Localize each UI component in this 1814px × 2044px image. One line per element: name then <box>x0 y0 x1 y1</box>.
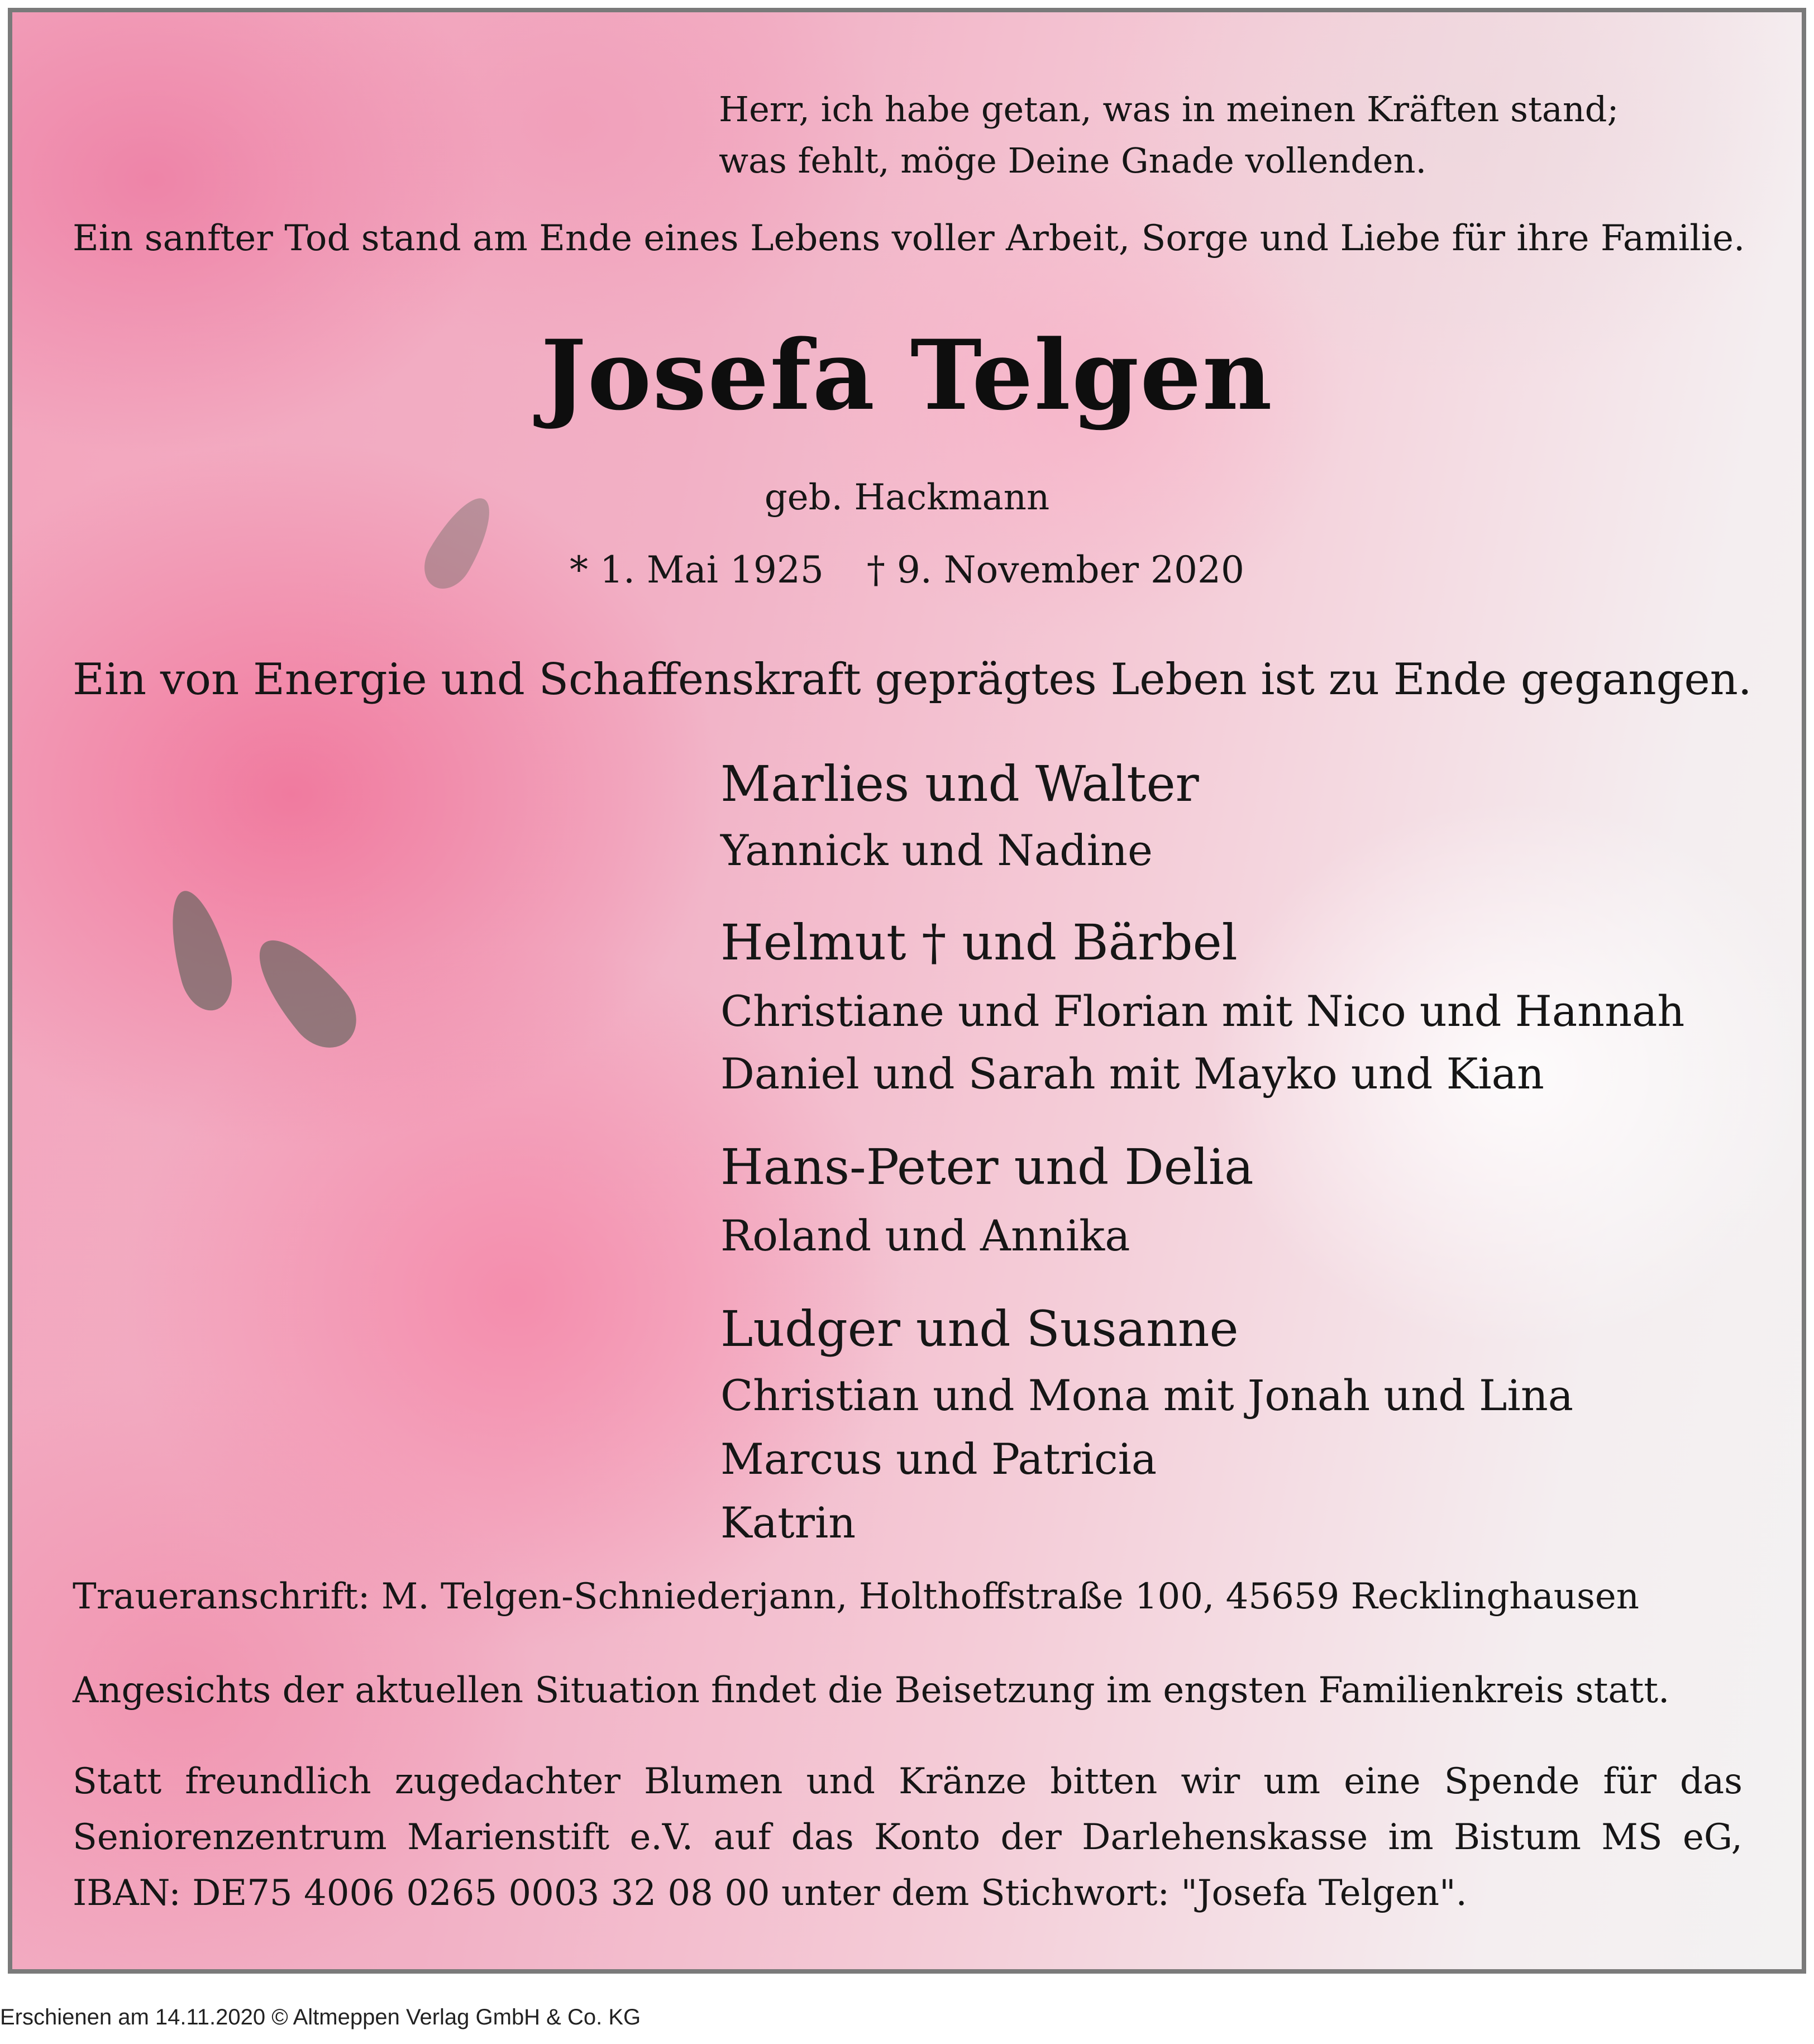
family-head: Hans-Peter und Delia <box>720 1138 1254 1196</box>
family-member: Marcus und Patricia <box>720 1434 1157 1484</box>
birth-name: geb. Hackmann <box>764 477 1050 518</box>
family-head: Marlies und Walter <box>720 755 1199 813</box>
family-member: Christian und Mona mit Jonah und Lina <box>720 1370 1574 1420</box>
tagline: Ein von Energie und Schaffenskraft geprägtes Leben ist zu Ende gegangen. <box>73 655 1752 705</box>
funeral-note: Angesichts der aktuellen Situation findet die Beisetzung im engsten Familienkreis statt. <box>73 1670 1670 1711</box>
donation-request: Statt freundlich zugedachter Blumen und Kränze bitten wir um eine Spende für das Seniorenzentrum Marienstift e.V. auf das Konto der Darlehenskasse im Bistum MS eG, IBAN: DE75 4006 0265 0003 32 08 00 unter dem Stichwort: "Josefa Telgen". <box>73 1761 1743 1914</box>
life-dates <box>12 548 1802 591</box>
verse-line-2: was fehlt, möge Deine Gnade vollenden. <box>719 140 1427 181</box>
mourning-address: Traueranschrift: M. Telgen-Schniederjann, Holthoffstraße 100, 45659 Recklinghausen <box>73 1576 1639 1617</box>
publication-footer: Erschienen am 14.11.2020 © Altmeppen Verlag GmbH & Co. KG <box>0 2005 641 2029</box>
family-member: Yannick und Nadine <box>720 825 1153 875</box>
verse-line-1: Herr, ich habe getan, was in meinen Kräften stand; <box>719 89 1619 130</box>
family-member: Christiane und Florian mit Nico und Hannah <box>720 986 1685 1036</box>
intro-text: Ein sanfter Tod stand am Ende eines Lebens voller Arbeit, Sorge und Liebe für ihre Familie. <box>73 218 1745 259</box>
family-member: Daniel und Sarah mit Mayko und Kian <box>720 1049 1544 1099</box>
death-date: † 9. November 2020 <box>866 548 1245 591</box>
family-head: Ludger und Susanne <box>720 1300 1239 1358</box>
family-member: Roland und Annika <box>720 1211 1130 1260</box>
birth-date: * 1. Mai 1925 <box>569 548 824 591</box>
deceased-name: Josefa Telgen <box>541 318 1273 432</box>
family-member: Katrin <box>720 1498 856 1548</box>
family-head: Helmut † und Bärbel <box>720 914 1238 971</box>
background-leaf <box>241 924 370 1062</box>
background-leaf <box>159 885 240 1016</box>
notice-frame <box>8 8 1806 1974</box>
